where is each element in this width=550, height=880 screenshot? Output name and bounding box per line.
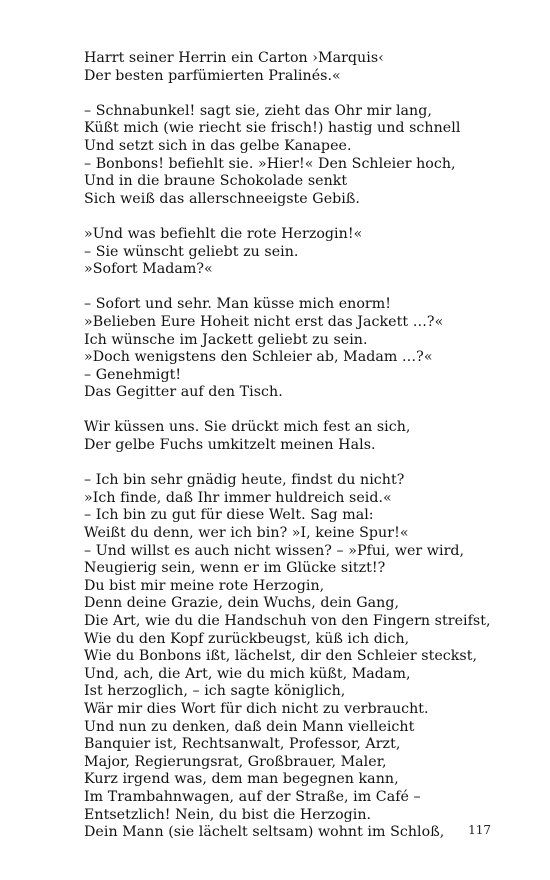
poem-line: Neugierig sein, wenn er im Glücke sitzt!? [84, 560, 386, 577]
poem-line: – Ich bin sehr gnädig heute, findst du nicht? [84, 472, 405, 489]
page-number: 117 [468, 823, 491, 837]
poem-line: »Belieben Eure Hoheit nicht erst das Jackett …?« [84, 313, 444, 330]
poem-line: Und, ach, die Art, wie du mich küßt, Madam, [84, 665, 411, 682]
poem-line: – Sofort und sehr. Man küsse mich enorm! [84, 296, 392, 313]
poem-line: »Doch wenigstens den Schleier ab, Madam …?« [84, 349, 433, 366]
poem-line: – Ich bin zu gut für diese Welt. Sag mal: [84, 507, 374, 524]
poem-line: Harrt seiner Herrin ein Carton ›Marquis‹ [84, 50, 384, 66]
poem-line: Das Gegitter auf den Tisch. [84, 384, 283, 401]
stanza-6 [84, 472, 504, 841]
poem-line: – Schnabunkel! sagt sie, zieht das Ohr mir lang, [84, 102, 432, 119]
poem-line: Und setzt sich in das gelbe Kanapee. [84, 137, 352, 154]
poem-line: Sich weiß das allerschneeigste Gebiß. [84, 190, 360, 207]
poem-line: Der gelbe Fuchs umkitzelt meinen Hals. [84, 437, 376, 454]
poem-line: Wie du Bonbons ißt, lächelst, dir den Schleier steckst, [84, 648, 478, 665]
stanza-2 [84, 103, 504, 209]
poem-line: Wär mir dies Wort für dich nicht zu verbraucht. [84, 700, 429, 717]
poem-line: Die Art, wie du die Handschuh von den Fingern streifst, [84, 613, 491, 629]
poem-line: Du bist mir meine rote Herzogin, [84, 577, 325, 594]
poem-line: »Und was befiehlt die rote Herzogin!« [84, 225, 363, 242]
poem-text [84, 50, 504, 859]
poem-line: Der besten parfümierten Pralinés.« [84, 67, 341, 84]
poem-line: Und in die braune Schokolade senkt [84, 173, 348, 190]
poem-line: Denn deine Grazie, dein Wuchs, dein Gang, [84, 595, 400, 612]
poem-line: Major, Regierungsrat, Großbrauer, Maler, [84, 753, 387, 770]
poem-line: »Ich finde, daß Ihr immer huldreich seid.« [84, 489, 392, 506]
poem-line: Entsetzlich! Nein, du bist die Herzogin. [84, 806, 372, 823]
poem-line: Dein Mann (sie lächelt seltsam) wohnt im Schloß, [84, 824, 445, 841]
poem-line: Im Trambahnwagen, auf der Straße, im Café – [84, 788, 421, 805]
poem-line: Banquier ist, Rechtsanwalt, Professor, Arzt, [84, 736, 401, 753]
poem-line: Wie du den Kopf zurückbeugst, küß ich dich, [84, 630, 410, 647]
poem-line: Kurz irgend was, dem man begegnen kann, [84, 771, 399, 788]
poem-line: »Sofort Madam?« [84, 261, 213, 278]
poem-line: – Sie wünscht geliebt zu sein. [84, 243, 299, 260]
poem-line: Ist herzoglich, – ich sagte königlich, [84, 683, 346, 700]
stanza-4 [84, 296, 504, 402]
poem-line: Wir küssen uns. Sie drückt mich fest an sich, [84, 419, 411, 436]
poem-line: Ich wünsche im Jackett geliebt zu sein. [84, 331, 368, 348]
poem-line: – Genehmigt! [84, 366, 182, 383]
poem-line: – Und willst es auch nicht wissen? – »Pfui, wer wird, [84, 542, 465, 559]
poem-line: Küßt mich (wie riecht sie frisch!) hastig und schnell [84, 120, 461, 137]
poem-line: Weißt du denn, wer ich bin? »I, keine Spur!« [84, 525, 409, 542]
poem-line: – Bonbons! befiehlt sie. »Hier!« Den Schleier hoch, [84, 155, 456, 172]
stanza-1 [84, 50, 504, 85]
stanza-5 [84, 419, 504, 454]
poem-line: Und nun zu denken, daß dein Mann vielleicht [84, 718, 415, 735]
stanza-3 [84, 226, 504, 279]
